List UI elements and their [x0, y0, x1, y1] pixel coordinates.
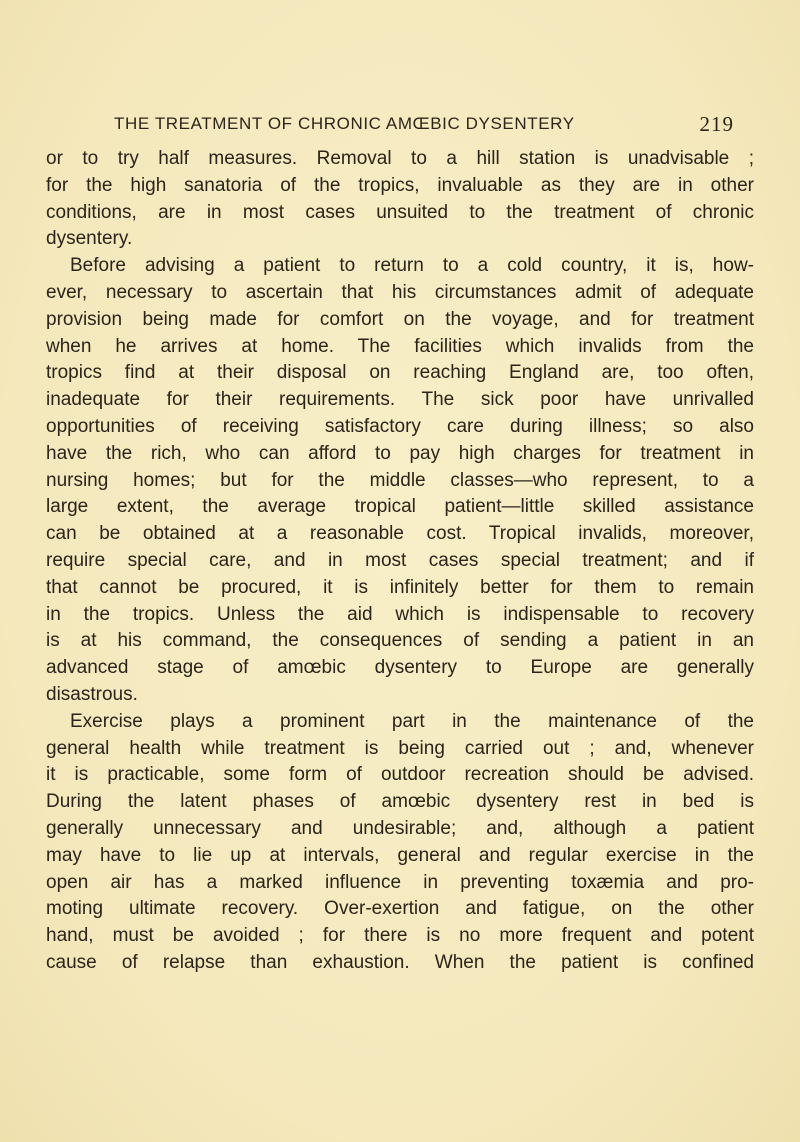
running-title: THE TREATMENT OF CHRONIC AMŒBIC DYSENTERY: [114, 114, 575, 133]
text-line: moting ultimate recovery. Over-exertion and fatigue, on the other: [46, 898, 754, 920]
text-line: may have to lie up at intervals, general and regular exercise in the: [46, 844, 754, 866]
text-line: hand, must be avoided ; for there is no more frequent and potent: [46, 925, 754, 947]
text-line: can be obtained at a reasonable cost. Tropical invalids, moreover,: [46, 523, 754, 545]
text-line: it is practicable, some form of outdoor recreation should be advised.: [46, 764, 754, 786]
text-line: ever, necessary to ascertain that his circumstances admit of adequate: [46, 281, 754, 303]
text-line: in the tropics. Unless the aid which is indispensable to recovery: [46, 603, 754, 625]
text-line: have the rich, who can afford to pay high charges for treatment in: [46, 442, 754, 464]
text-line: open air has a marked influence in preventing toxæmia and pro-: [46, 871, 754, 893]
text-line: opportunities of receiving satisfactory care during illness; so also: [46, 415, 754, 437]
running-header: [114, 114, 734, 140]
text-line: During the latent phases of amœbic dysentery rest in bed is: [46, 791, 754, 813]
text-line: advanced stage of amœbic dysentery to Europe are generally: [46, 657, 754, 679]
text-line: Before advising a patient to return to a cold country, it is, how-: [70, 255, 754, 277]
text-line: tropics find at their disposal on reaching England are, too often,: [46, 362, 754, 384]
page-number: 219: [699, 112, 734, 136]
text-line: disastrous.: [46, 683, 138, 705]
text-line: cause of relapse than exhaustion. When the patient is confined: [46, 951, 754, 973]
text-line: general health while treatment is being carried out ; and, whenever: [46, 737, 754, 759]
text-line: for the high sanatoria of the tropics, invaluable as they are in other: [46, 174, 754, 196]
text-line: Exercise plays a prominent part in the maintenance of the: [70, 710, 754, 732]
text-line: require special care, and in most cases special treatment; and if: [46, 549, 754, 571]
text-line: conditions, are in most cases unsuited to the treatment of chronic: [46, 201, 754, 223]
text-line: or to try half measures. Removal to a hill station is unadvisable ;: [46, 148, 754, 169]
text-line: large extent, the average tropical patient—little skilled assistance: [46, 496, 754, 518]
body-text: [46, 146, 754, 977]
text-line: inadequate for their requirements. The sick poor have unrivalled: [46, 389, 754, 411]
text-line: provision being made for comfort on the voyage, and for treatment: [46, 308, 754, 330]
text-line: when he arrives at home. The facilities which invalids from the: [46, 335, 754, 357]
text-line: generally unnecessary and undesirable; and, although a patient: [46, 817, 754, 839]
text-line: is at his command, the consequences of sending a patient in an: [46, 630, 754, 652]
text-line: that cannot be procured, it is infinitely better for them to remain: [46, 576, 754, 598]
text-line: nursing homes; but for the middle classes—who represent, to a: [46, 469, 754, 491]
text-line: dysentery.: [46, 228, 133, 250]
